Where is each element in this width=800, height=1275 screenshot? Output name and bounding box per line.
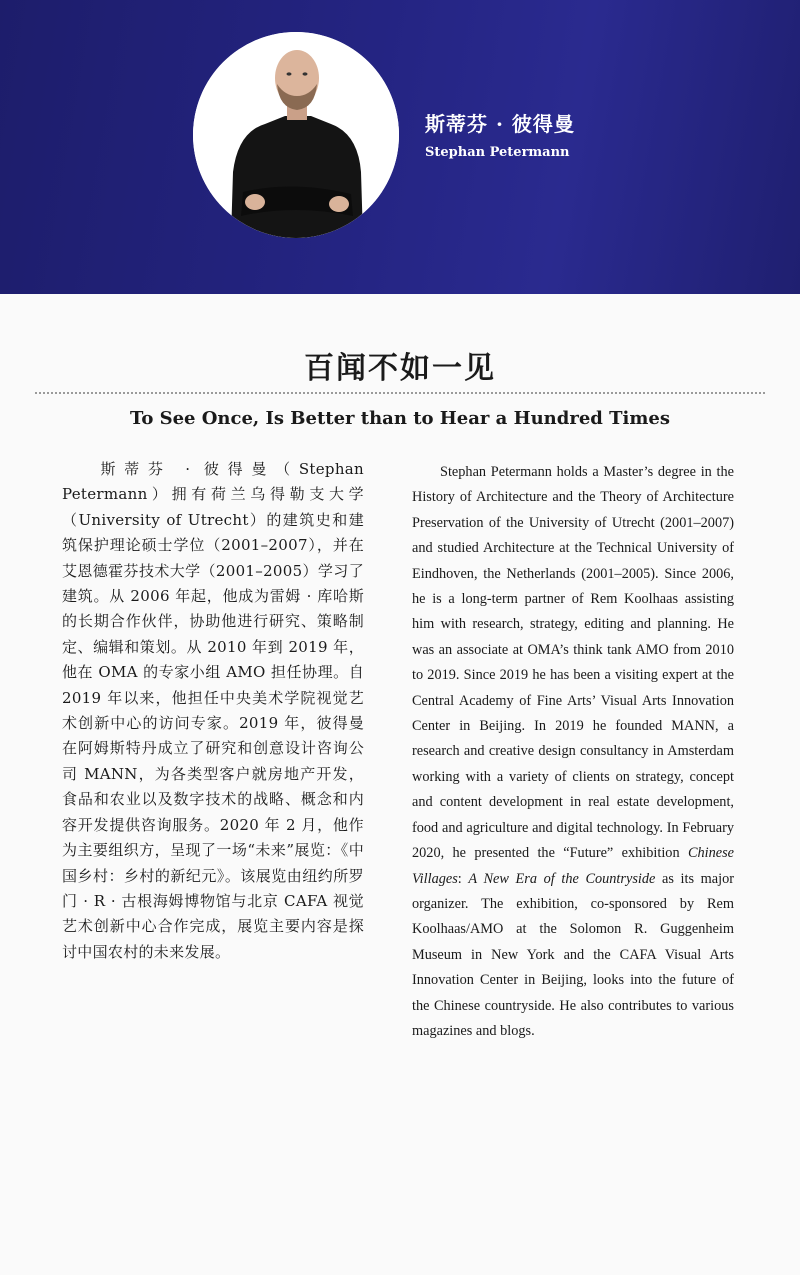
biography-chinese xyxy=(62,457,364,965)
article-title-english: To See Once, Is Better than to Hear a Hundred Times xyxy=(129,408,671,429)
portrait-photo xyxy=(193,32,399,238)
header-banner xyxy=(0,0,800,294)
biography-english-text-1: Stephan Petermann holds a Master’s degree in the History of Architecture and the Theory of Architecture Preservation of the University of Utrecht (2001–2007) and studied Architecture at the Technical University of Eindhoven, the Netherlands (2001–2005). Since 2006, he is a long-term partner of Rem Koolhaas assisting him with research, strategy, editing and planning. He was an associate at OMA’s think tank AMO from 2010 to 2019. Since 2019 he has been a visiting expert at the Central Academy of Fine Arts’ Visual Arts Innovation Center in Beijing. In 2019 he founded MANN, a research and creative design consultancy in Amsterdam working with a variety of clients on strategy, concept and content development in real estate development, food and agriculture and digital technology. In February 2020, he presented the “Future” exhibition xyxy=(412,464,734,862)
exhibition-title-part1: Chinese Villages xyxy=(412,845,734,887)
person-illustration xyxy=(193,32,399,238)
title-divider xyxy=(35,392,765,394)
person-name-english: Stephan Petermann xyxy=(425,145,570,160)
person-name-chinese: 斯蒂芬 · 彼得曼 xyxy=(425,112,575,136)
biography-english-text-2: as its major organizer. The exhibition, co-sponsored by Rem Koolhaas/AMO at the Solomon R. Guggenheim Museum in New York and the CAFA Visual Arts Innovation Center in Beijing, looks into the future of the Chinese countryside. He also contributes to various magazines and blogs. xyxy=(412,870,734,1039)
article-title-chinese: 百闻不如一见 xyxy=(304,351,496,386)
exhibition-title-colon: : xyxy=(457,870,469,887)
biography-english xyxy=(412,460,734,1044)
biography-chinese-text: 斯蒂芬 · 彼得曼（Stephan Petermann）拥有荷兰乌得勒支大学（University of Utrecht）的建筑史和建筑保护理论硕士学位（2001–2007），并在艾恩德霍芬技术大学（2001–2005）学习了建筑。从 2006 年起，他成为雷姆 · 库哈斯的长期合作伙伴，协助他进行研究、策略制定、编辑和策划。从 2010 年到 2019 年，他在 OMA 的专家小组 AMO 担任协理。自 2019 年以来，他担任中央美术学院视觉艺术创新中心的访问专家。2019 年，彼得曼在阿姆斯特丹成立了研究和创意设计咨询公司 MANN，为各类型客户就房地产开发，食品和农业以及数字技术的战略、概念和内容开发提供咨询服务。2020 年 2 月，他作为主要组织方，呈现了一场“未来”展览：《中国乡村：乡村的新纪元》。该展览由纽约所罗门 · R · 古根海姆博物馆与北京 CAFA 视觉艺术创新中心合作完成，展览主要内容是探讨中国农村的未来发展。 xyxy=(62,460,364,961)
exhibition-title-part2: A New Era of the Countryside xyxy=(468,870,656,887)
